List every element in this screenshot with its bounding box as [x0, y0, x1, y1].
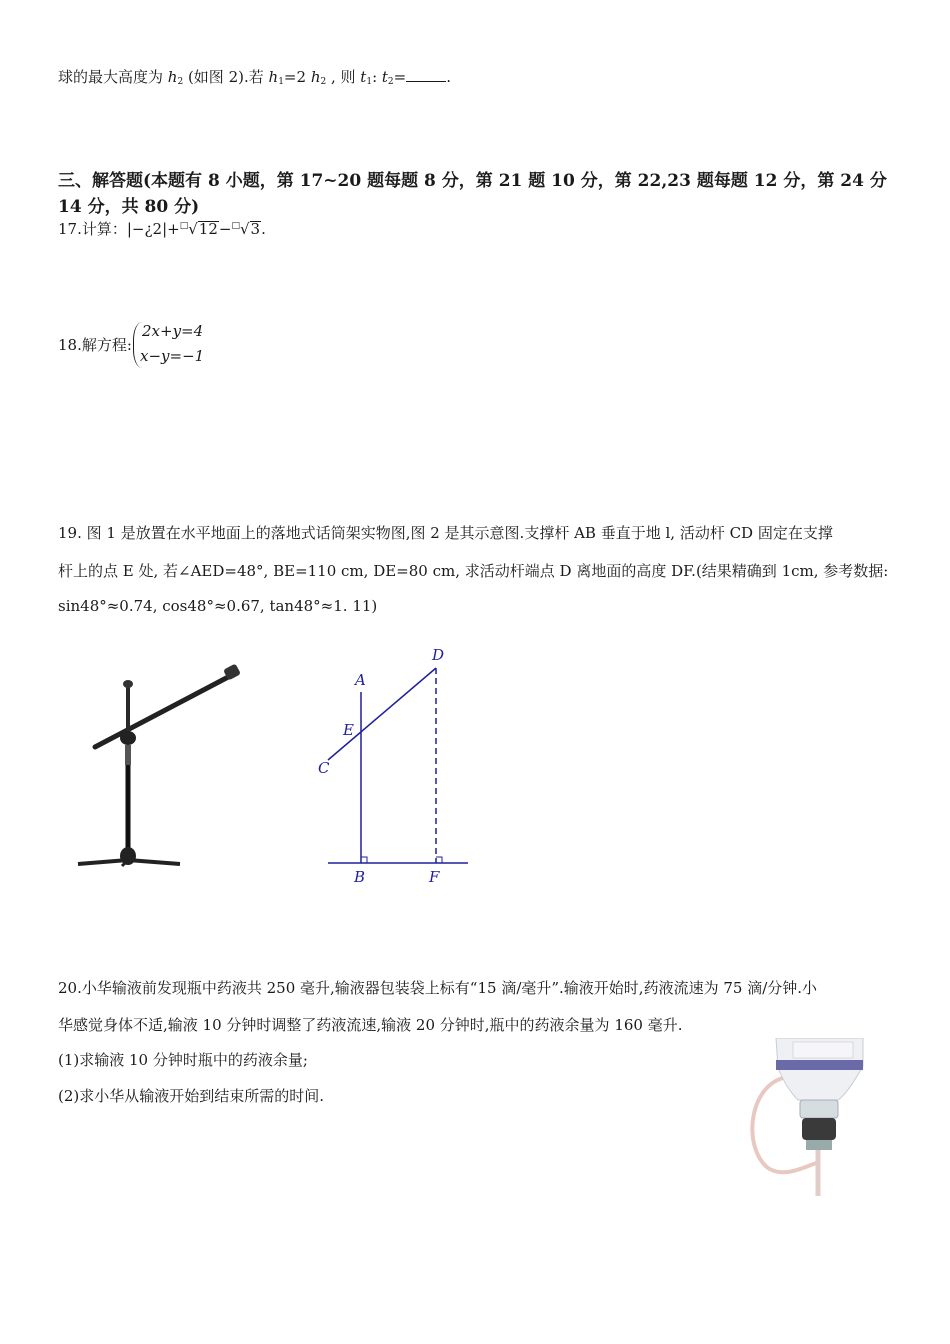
mic-stand-photo — [70, 660, 250, 875]
answer-blank — [406, 69, 446, 82]
question-20-part1: (1)求输液 10 分钟时瓶中的药液余量; — [58, 1051, 308, 1069]
label-f: F — [429, 868, 440, 886]
iv-bottle-photo — [738, 1038, 878, 1198]
schematic-diagram — [310, 640, 480, 890]
question-19-line1: 19. 图 1 是放置在水平地面上的落地式话筒架实物图,图 2 是其示意图.支撑杆 AB 垂直于地 l, 活动杆 CD 固定在支撑 — [58, 524, 833, 542]
equation-1: 2x+y=4 — [142, 322, 204, 340]
question-20-line1: 20.小华输液前发现瓶中药液共 250 毫升,输液器包装袋上标有“15 滴/毫升”.输液开始时,药液流速为 75 滴/分钟.小 — [58, 979, 818, 997]
question-20-part2: (2)求小华从输液开始到结束所需的时间. — [58, 1087, 325, 1105]
equation-2: x−y=−1 — [140, 347, 205, 365]
section-heading: 三、解答题(本题有 8 小题，第 17~20 题每题 8 分，第 21 题 10 分，第 22,23 题每题 12 分，第 24 分 14 分，共 80 分) — [58, 171, 887, 217]
question-20-line2: 华感觉身体不适,输液 10 分钟时调整了药液流速,输液 20 分钟时,瓶中的药液余量为 160 毫升. — [58, 1016, 683, 1034]
label-e: E — [343, 721, 354, 739]
label-a: A — [355, 671, 366, 689]
question-continuation: 球的最大高度为 $h_2$ (如图 2).若 $h_1=2$ $h_2$ , 则 $t_1$: $t_2=$ . — [58, 68, 452, 87]
rod-cd — [328, 668, 436, 760]
label-c: C — [318, 759, 330, 777]
question-17: 17.计算：|−¿2|+□√12−□√3. — [58, 220, 266, 238]
label-d: D — [432, 646, 445, 664]
question-19-line3: sin48°≈0.74, cos48°≈0.67, tan48°≈1. 11) — [58, 597, 378, 615]
label-b: B — [354, 868, 366, 886]
question-19-line2: 杆上的点 E 处, 若∠AED=48°, BE=110 cm, DE=80 cm, 求活动杆端点 D 离地面的高度 DF.(结果精确到 1cm, 参考数据: — [58, 562, 889, 580]
